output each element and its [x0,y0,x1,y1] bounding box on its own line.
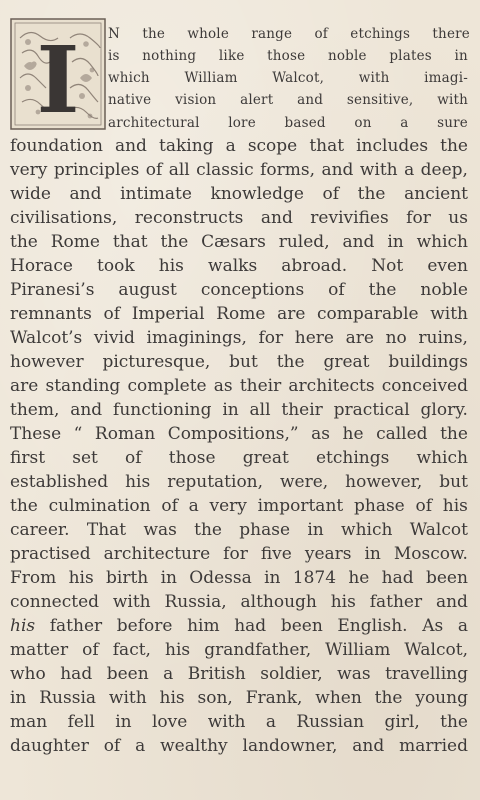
text-line: architectural lore based on a sure [108,115,468,131]
text-line: is nothing like those noble plates in [108,48,468,64]
text-line: remnants of Imperial Rome are comparable with [10,304,468,324]
floral-ornament-icon [10,18,106,130]
text-line: foundation and taking a scope that includes the [10,136,468,156]
svg-text:I: I [36,26,80,130]
text-line: in Russia with his son, Frank, when the young [10,688,468,708]
text-line: connected with Russia, although his father and [10,592,468,612]
text-line: From his birth in Odessa in 1874 he had been [10,568,468,588]
text-line: his father before him had been English. As a [10,616,468,636]
text-line: N the whole range of etchings there [108,26,470,42]
text-line: are standing complete as their architects conceived [10,376,468,396]
text-line: however picturesque, but the great buildings [10,352,468,372]
text-line: matter of fact, his grandfather, William Walcot, [10,640,468,660]
text-line: practised architecture for five years in Moscow. [10,544,468,564]
text-line: native vision alert and sensitive, with [108,92,468,108]
text-line: man fell in love with a Russian girl, the [10,712,468,732]
text-line: These “ Roman Compositions,” as he called the [10,424,468,444]
text-line: first set of those great etchings which [10,448,468,468]
text-line: them, and functioning in all their practical glory. [10,400,468,420]
text-line: who had been a British soldier, was travelling [10,664,468,684]
text-line: career. That was the phase in which Walcot [10,520,468,540]
text-line: the Rome that the Cæsars ruled, and in which [10,232,468,252]
text-line: daughter of a wealthy landowner, and married [10,736,468,756]
text-line: established his reputation, were, however, but [10,472,468,492]
text-line: very principles of all classic forms, and with a deep, [10,160,468,180]
text-line: which William Walcot, with imagi- [108,70,468,86]
text-line: civilisations, reconstructs and revivifies for us [10,208,468,228]
text-line: the culmination of a very important phase of his [10,496,468,516]
drop-cap-initial [10,18,106,130]
text-line: Walcot’s vivid imaginings, for here are no ruins, [10,328,468,348]
text-line: Horace took his walks abroad. Not even [10,256,468,276]
text-line: wide and intimate knowledge of the ancient [10,184,468,204]
text-line: Piranesi’s august conceptions of the noble [10,280,468,300]
